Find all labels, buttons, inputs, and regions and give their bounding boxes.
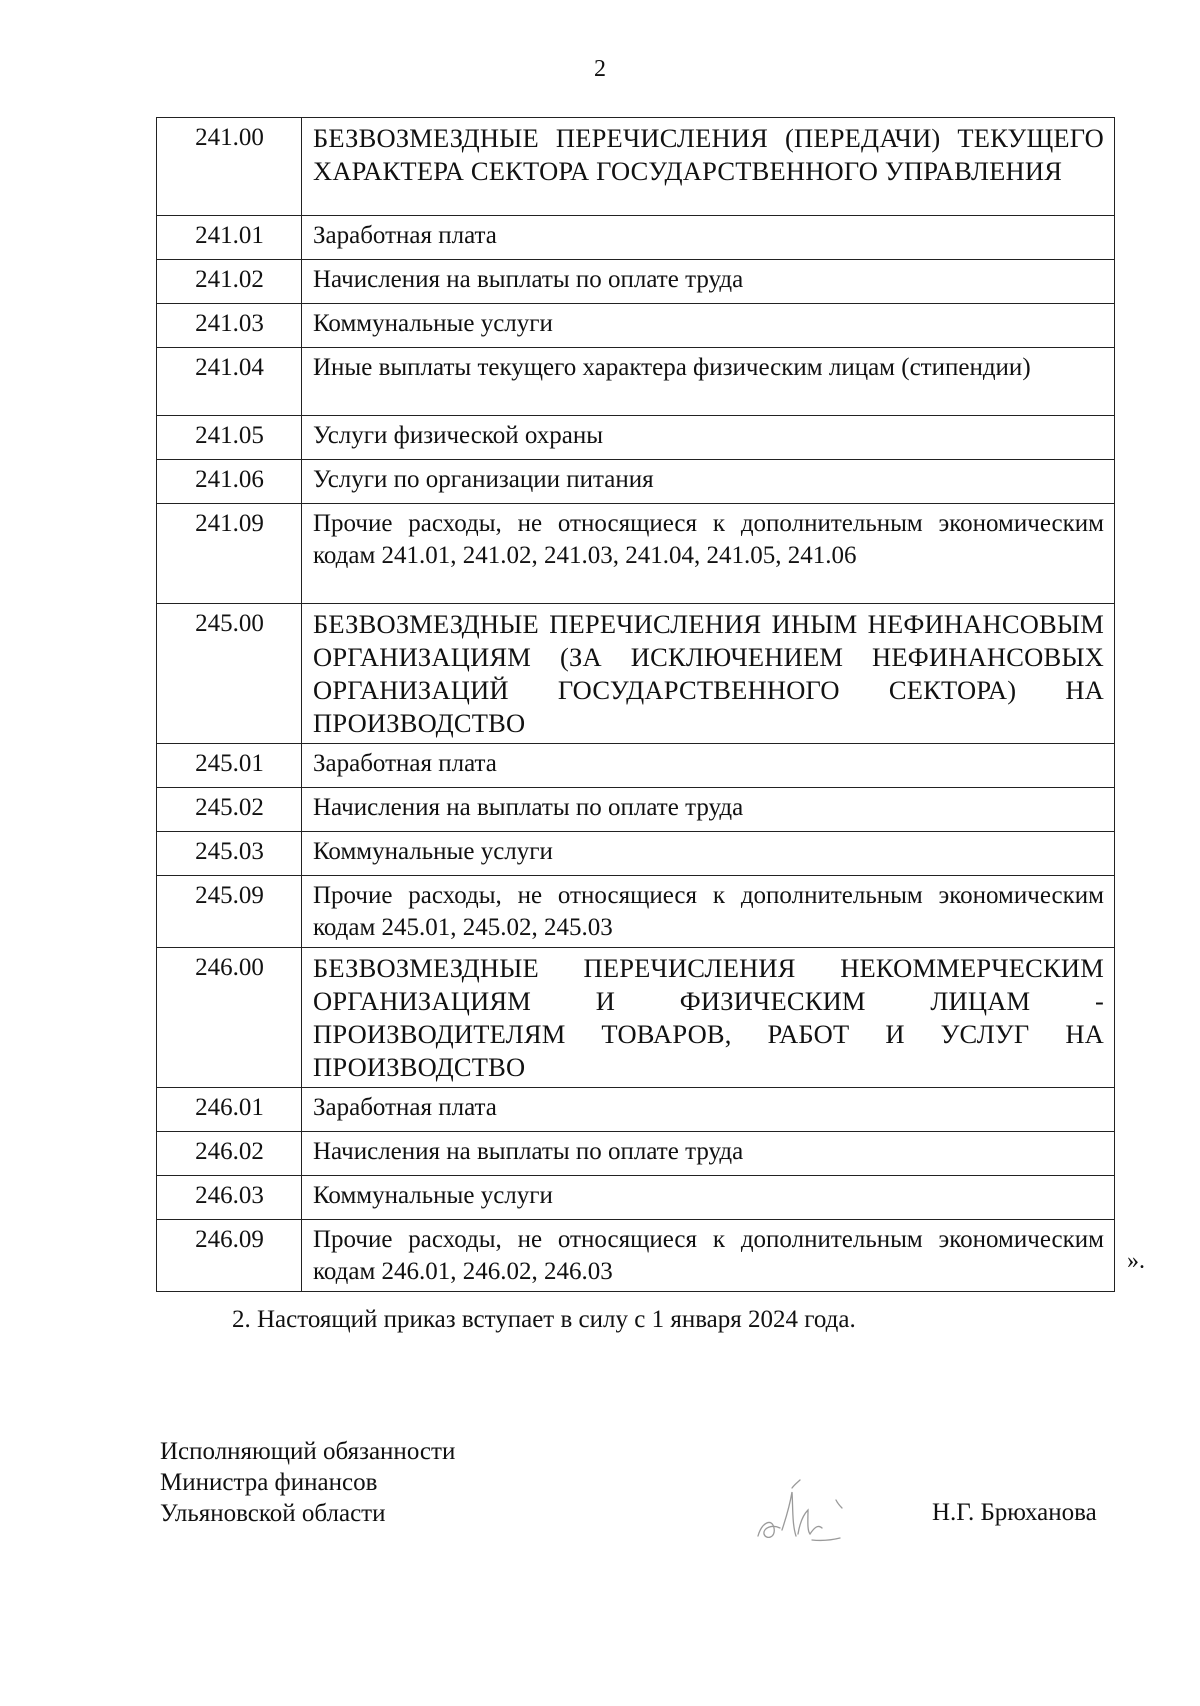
- row-description: Заработная плата: [302, 744, 1115, 788]
- table-row: [157, 832, 1115, 876]
- row-description: Заработная плата: [302, 216, 1115, 260]
- row-description: Коммунальные услуги: [302, 304, 1115, 348]
- table-row: [157, 876, 1115, 948]
- signatory-position-line: Министра финансов: [160, 1469, 378, 1496]
- row-code: 241.00: [157, 118, 302, 216]
- table-row: [157, 1220, 1115, 1292]
- row-code: 241.01: [157, 216, 302, 260]
- table-row: [157, 118, 1115, 216]
- row-code: 246.00: [157, 948, 302, 1088]
- row-description: БЕЗВОЗМЕЗДНЫЕ ПЕРЕЧИСЛЕНИЯ ИНЫМ НЕФИНАНСОВЫМ ОРГАНИЗАЦИЯМ (ЗА ИСКЛЮЧЕНИЕМ НЕФИНАНСОВЫХ ОРГАНИЗАЦИЙ ГОСУДАРСТВЕННОГО СЕКТОРА) НА ПРОИЗВОДСТВО: [302, 604, 1115, 744]
- table-row: [157, 348, 1115, 416]
- table-row: [157, 216, 1115, 260]
- row-code: 245.02: [157, 788, 302, 832]
- row-description: Иные выплаты текущего характера физическим лицам (стипендии): [302, 348, 1115, 416]
- row-code: 246.02: [157, 1132, 302, 1176]
- effective-date-clause: 2. Настоящий приказ вступает в силу с 1 января 2024 года.: [232, 1306, 856, 1333]
- row-code: 241.06: [157, 460, 302, 504]
- row-code: 241.04: [157, 348, 302, 416]
- table-row: [157, 504, 1115, 604]
- signatory-position-line: Исполняющий обязанности: [160, 1438, 456, 1465]
- row-description: Начисления на выплаты по оплате труда: [302, 788, 1115, 832]
- row-code: 241.02: [157, 260, 302, 304]
- row-description: Прочие расходы, не относящиеся к дополнительным экономическим кодам 246.01, 246.02, 246.03: [302, 1220, 1115, 1292]
- table-row: [157, 1088, 1115, 1132]
- table-row: [157, 304, 1115, 348]
- row-description: БЕЗВОЗМЕЗДНЫЕ ПЕРЕЧИСЛЕНИЯ (ПЕРЕДАЧИ) ТЕКУЩЕГО ХАРАКТЕРА СЕКТОРА ГОСУДАРСТВЕННОГО УПРАВЛЕНИЯ: [302, 118, 1115, 216]
- signatory-position-line: Ульяновской области: [160, 1500, 386, 1527]
- economic-codes-table: [156, 117, 1115, 1292]
- table-row: [157, 788, 1115, 832]
- table-row: [157, 1176, 1115, 1220]
- row-code: 245.03: [157, 832, 302, 876]
- table-row: [157, 948, 1115, 1088]
- row-code: 241.09: [157, 504, 302, 604]
- row-code: 246.01: [157, 1088, 302, 1132]
- row-code: 241.05: [157, 416, 302, 460]
- row-description: Прочие расходы, не относящиеся к дополнительным экономическим кодам 245.01, 245.02, 245.03: [302, 876, 1115, 948]
- row-code: 245.09: [157, 876, 302, 948]
- closing-quote: ».: [1127, 1248, 1145, 1274]
- row-description: БЕЗВОЗМЕЗДНЫЕ ПЕРЕЧИСЛЕНИЯ НЕКОММЕРЧЕСКИМ ОРГАНИЗАЦИЯМ И ФИЗИЧЕСКИМ ЛИЦАМ - ПРОИЗВОДИТЕЛЯМ ТОВАРОВ, РАБОТ И УСЛУГ НА ПРОИЗВОДСТВО: [302, 948, 1115, 1088]
- signatory-name: Н.Г. Брюханова: [932, 1499, 1097, 1526]
- table-row: [157, 260, 1115, 304]
- row-code: 245.00: [157, 604, 302, 744]
- table-row: [157, 604, 1115, 744]
- row-description: Заработная плата: [302, 1088, 1115, 1132]
- row-description: Коммунальные услуги: [302, 1176, 1115, 1220]
- row-description: Услуги физической охраны: [302, 416, 1115, 460]
- page-number: 2: [594, 56, 606, 82]
- row-description: Начисления на выплаты по оплате труда: [302, 1132, 1115, 1176]
- table-row: [157, 1132, 1115, 1176]
- row-description: Прочие расходы, не относящиеся к дополнительным экономическим кодам 241.01, 241.02, 241.03, 241.04, 241.05, 241.06: [302, 504, 1115, 604]
- row-description: Начисления на выплаты по оплате труда: [302, 260, 1115, 304]
- table-row: [157, 744, 1115, 788]
- table-row: [157, 416, 1115, 460]
- signatory-position: [160, 1436, 455, 1529]
- row-description: Коммунальные услуги: [302, 832, 1115, 876]
- row-description: Услуги по организации питания: [302, 460, 1115, 504]
- row-code: 246.09: [157, 1220, 302, 1292]
- row-code: 241.03: [157, 304, 302, 348]
- handwritten-signature: [752, 1478, 862, 1548]
- table-row: [157, 460, 1115, 504]
- row-code: 245.01: [157, 744, 302, 788]
- row-code: 246.03: [157, 1176, 302, 1220]
